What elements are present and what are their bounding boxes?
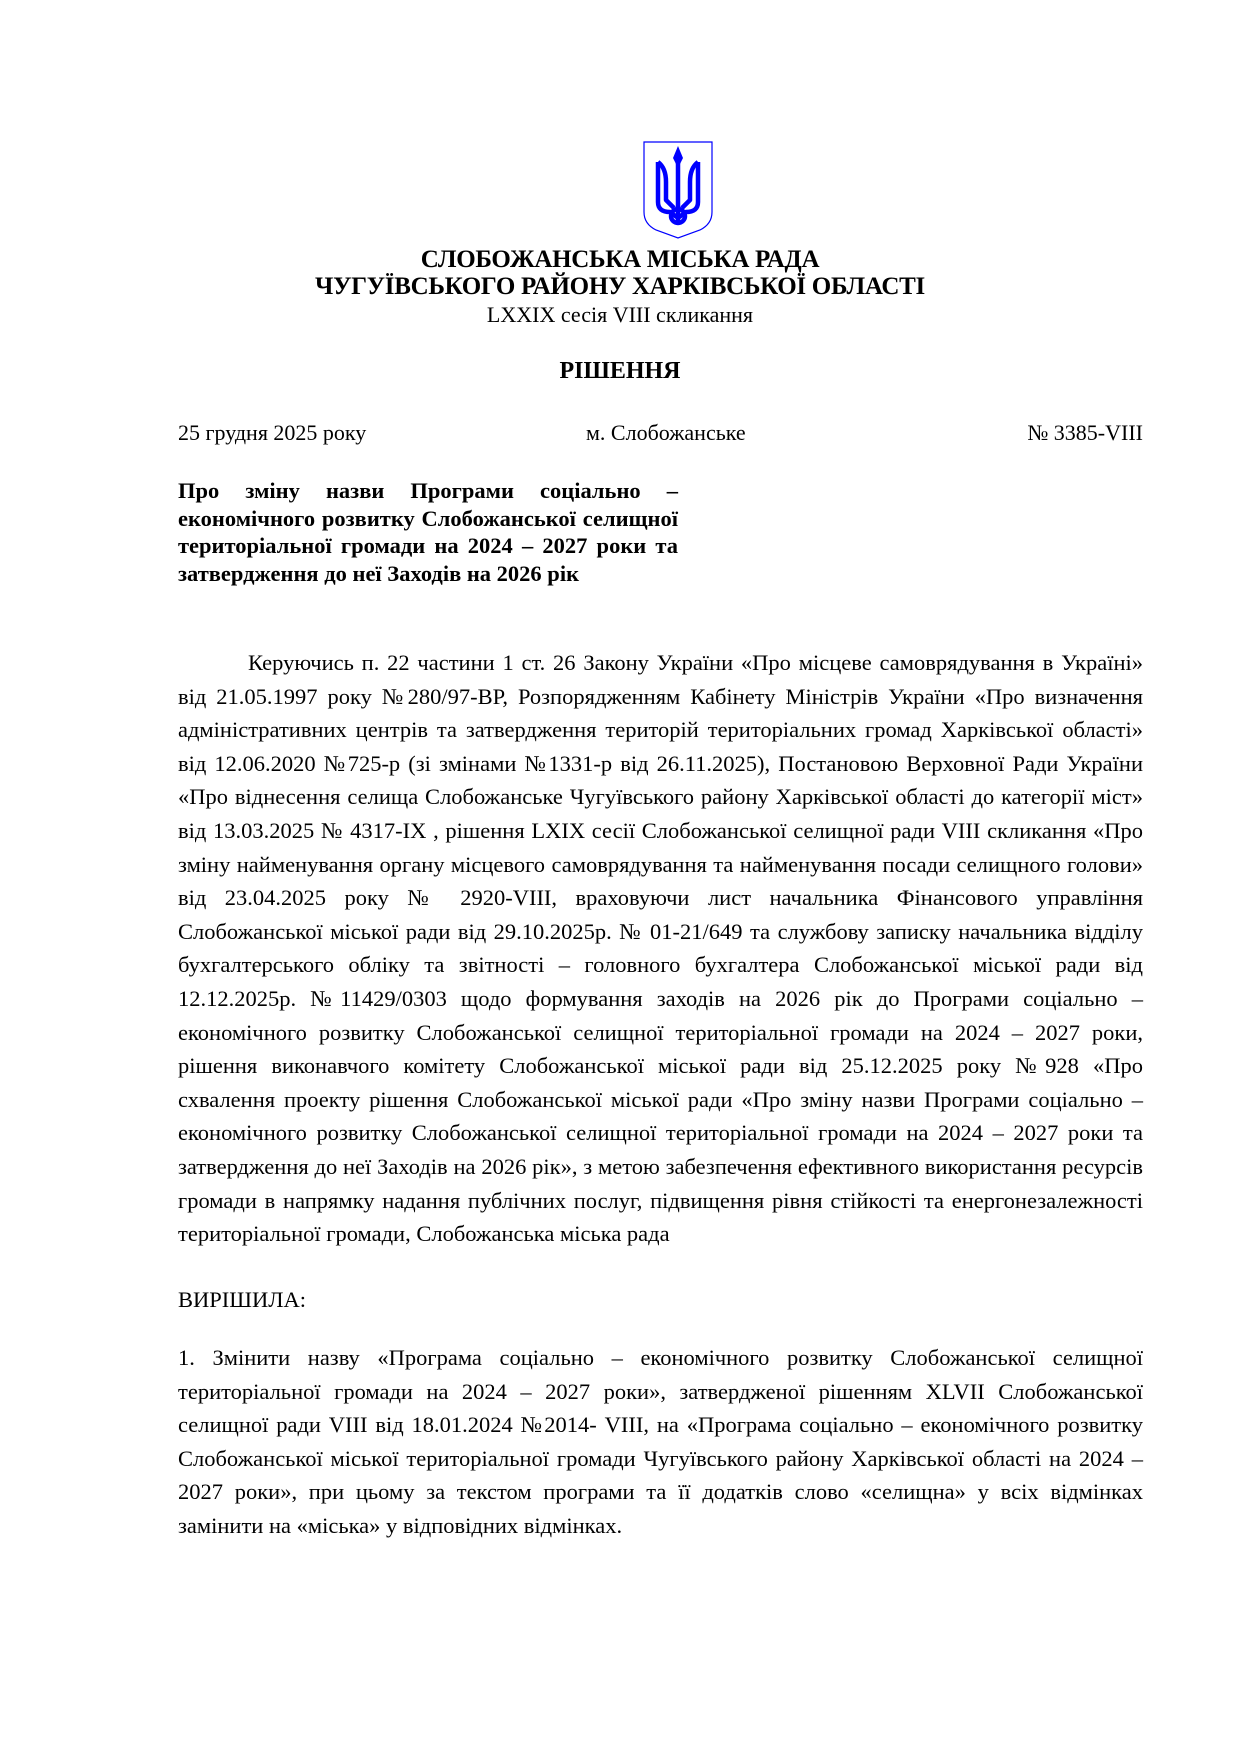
document-number: № 3385-VIII [1027, 420, 1143, 445]
org-name-line2: ЧУГУЇВСЬКОГО РАЙОНУ ХАРКІВСЬКОЇ ОБЛАСТІ [315, 273, 925, 300]
decision-subject: Про зміну назви Програми соціально – економічного розвитку Слобожанської селищної територіальної громади на 2024 – 2027 роки та затвердження до неї Заходів на 2026 рік [178, 478, 678, 586]
session-info: LXXIX сесія VIII скликання [486, 302, 754, 327]
trident-coat-of-arms-icon [642, 140, 714, 240]
preamble-paragraph: Керуючись п. 22 частини 1 ст. 26 Закону України «Про місцеве самоврядування в Україні» від 21.05.1997 року №280/97-ВР, Розпорядженням Кабінету Міністрів України «Про визначення адміністративних центрів та затвердження територій територіальних громад Харківської області» від 12.06.2020 №725-р (зі змінами №1331-р від 26.11.2025), Постановою Верховної Ради України «Про віднесення селища Слобожанське Чугуївського району Харківської області до категорії міст» від 13.03.2025 № 4317-IX , рішення LXIX сесії Слобожанської селищної ради VIII скликання «Про зміну найменування органу місцевого самоврядування та найменування посади селищного голови» від 23.04.2025 року № 2920-VIII, враховуючи лист начальника Фінансового управління Слобожанської міської ради від 29.10.2025р. № 01-21/649 та службову записку начальника відділу бухгалтерського обліку та звітності – головного бухгалтера Слобожанської міської ради від 12.12.2025р. №11429/0303 щодо формування заходів на 2026 рік до Програми соціально – економічного розвитку Слобожанської селищної територіальної громади на 2024 – 2027 роки, рішення виконавчого комітету Слобожанської міської ради від 25.12.2025 року №928 «Про схвалення проекту рішення Слобожанської міської ради «Про зміну назви Програми соціально – економічного розвитку Слобожанської селищної територіальної громади на 2024 – 2027 роки та затвердження до неї Заходів на 2026 рік», з метою забезпечення ефективного використання ресурсів громади в напрямку надання публічних послуг, підвищення рівня стійкості та енергонезалежності територіальної громади, Слобожанська міська рада [178, 650, 1143, 1247]
document-place: м. Слобожанське [586, 420, 746, 445]
document-type-title: РІШЕННЯ [559, 358, 681, 384]
document-meta-row [178, 420, 1143, 450]
resolved-label: ВИРІШИЛА: [178, 1287, 306, 1312]
document-date: 25 грудня 2025 року [178, 420, 367, 445]
org-name-line1: СЛОБОЖАНСЬКА МІСЬКА РАДА [420, 246, 820, 273]
resolution-item-1: 1. Змінити назву «Програма соціально – економічного розвитку Слобожанської селищної територіальної громади на 2024 – 2027 роки», затвердженої рішенням XLVII Слобожанської селищної ради VIII від 18.01.2024 №2014- VIII, на «Програма соціально – економічного розвитку Слобожанської міської територіальної громади Чугуївського району Харківської області на 2024 – 2027 роки», при цьому за текстом програми та її додатків слово «селищна» у всіх відмінках замінити на «міська» у відповідних відмінках. [178, 1345, 1143, 1538]
